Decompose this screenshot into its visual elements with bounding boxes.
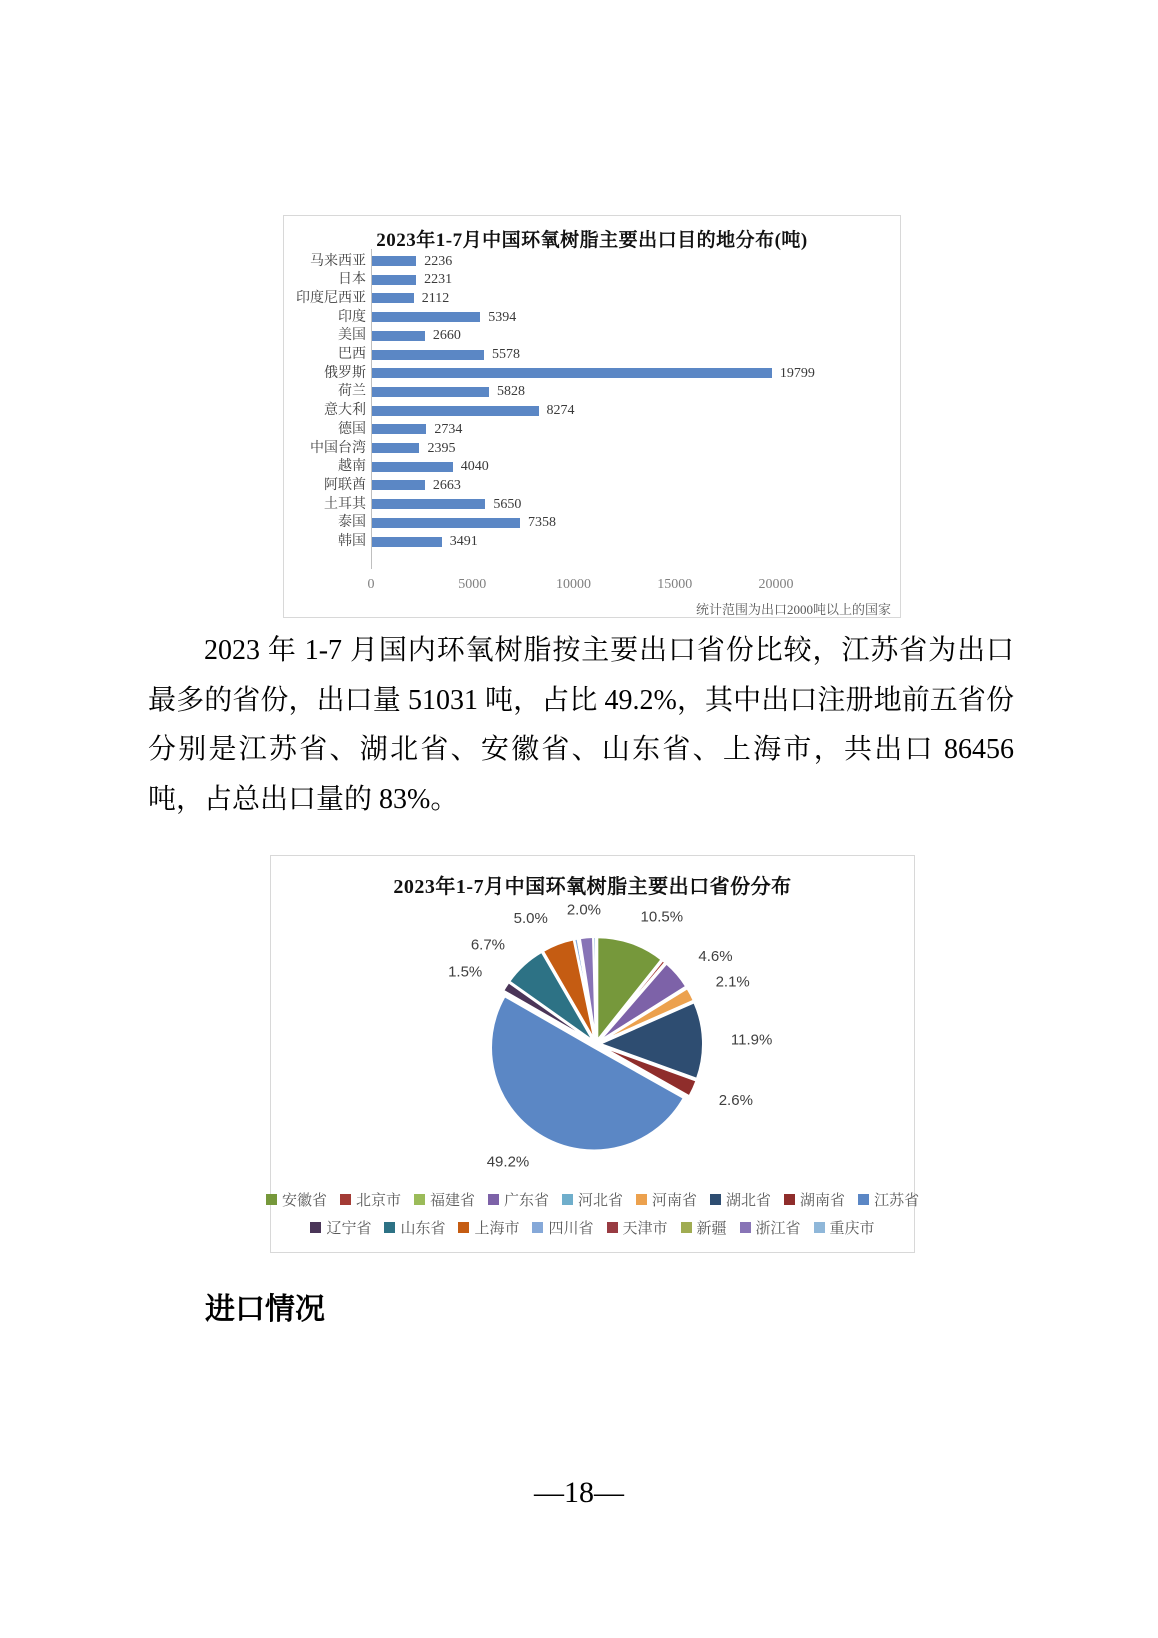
pie-percent-label: 10.5% bbox=[640, 908, 684, 926]
bar-value-label: 3491 bbox=[449, 534, 478, 549]
legend-label: 浙江省 bbox=[755, 1221, 801, 1237]
legend-item bbox=[740, 1217, 801, 1238]
bar-chart-plot bbox=[284, 216, 900, 617]
legend-swatch-icon bbox=[310, 1222, 321, 1233]
legend-label: 上海市 bbox=[474, 1221, 520, 1237]
bar bbox=[371, 424, 426, 434]
bar-value-label: 2395 bbox=[427, 440, 456, 456]
bar bbox=[371, 331, 425, 341]
legend-swatch-icon bbox=[266, 1194, 277, 1205]
legend-row bbox=[310, 1217, 874, 1238]
bar-category-label: 土耳其 bbox=[324, 496, 366, 512]
pie-chart-legend bbox=[271, 1189, 920, 1238]
bar-category-label: 巴西 bbox=[338, 347, 366, 362]
legend-item bbox=[636, 1189, 697, 1210]
legend-label: 安徽省 bbox=[281, 1193, 327, 1209]
legend-swatch-icon bbox=[607, 1222, 618, 1233]
bar bbox=[371, 256, 416, 266]
legend-item bbox=[710, 1189, 771, 1210]
bar-category-label: 中国台湾 bbox=[310, 440, 366, 456]
pie-percent-label: 2.1% bbox=[715, 973, 750, 991]
legend-label: 广东省 bbox=[503, 1193, 549, 1209]
pie-chart bbox=[270, 855, 920, 1253]
bar-value-label: 5578 bbox=[491, 347, 520, 362]
bar-category-label: 德国 bbox=[338, 421, 366, 437]
legend-swatch-icon bbox=[710, 1194, 721, 1205]
bar-value-label: 2734 bbox=[434, 421, 463, 437]
bar-value-label: 2660 bbox=[432, 328, 461, 344]
x-axis-tick-label: 0 bbox=[367, 577, 375, 592]
legend-label: 湖南省 bbox=[800, 1193, 846, 1209]
bar bbox=[371, 499, 485, 509]
legend-swatch-icon bbox=[340, 1194, 351, 1205]
bar-value-label: 4040 bbox=[460, 459, 489, 475]
pie-percent-label: 5.0% bbox=[513, 909, 548, 927]
legend-swatch-icon bbox=[784, 1194, 795, 1205]
bar-value-label: 2236 bbox=[424, 253, 453, 269]
legend-item bbox=[814, 1217, 875, 1238]
legend-item bbox=[384, 1217, 445, 1238]
bar bbox=[371, 368, 772, 378]
bar-value-label: 7358 bbox=[527, 515, 556, 531]
pie-chart-title: 2023年1-7月中国环氧树脂主要出口省份分布 bbox=[393, 876, 792, 898]
bar-chart-footnote: 统计范围为出口2000吨以上的国家 bbox=[695, 602, 891, 617]
legend-item bbox=[266, 1189, 327, 1210]
legend-swatch-icon bbox=[740, 1222, 751, 1233]
pie-percent-label: 11.9% bbox=[730, 1031, 773, 1049]
section-heading: 进口情况 bbox=[205, 1293, 325, 1326]
legend-item bbox=[488, 1189, 549, 1210]
bar-category-label: 阿联酋 bbox=[324, 477, 366, 493]
page-number: —18— bbox=[534, 1476, 624, 1509]
legend-label: 福建省 bbox=[429, 1193, 475, 1209]
legend-item bbox=[340, 1189, 401, 1210]
pie-percent-label: 6.7% bbox=[470, 936, 506, 954]
legend-swatch-icon bbox=[562, 1194, 573, 1205]
legend-label: 北京市 bbox=[355, 1193, 401, 1209]
bar-category-label: 印度 bbox=[338, 309, 366, 325]
x-axis-tick-label: 15000 bbox=[657, 577, 693, 592]
bar-value-label: 2663 bbox=[432, 477, 461, 493]
legend-item bbox=[681, 1217, 727, 1238]
body-paragraph: 2023 年 1-7 月国内环氧树脂按主要出口省份比较，江苏省为出口最多的省份，出口量 51031 吨，占比 49.2%，其中出口注册地前五省份分别是江苏省、湖北省、安徽省、山东省、上海市，共出口 86456 吨，占总出口量的 83%。 bbox=[148, 635, 1014, 815]
bar bbox=[371, 537, 442, 547]
legend-label: 河北省 bbox=[578, 1193, 624, 1209]
legend-item bbox=[414, 1189, 475, 1210]
bar bbox=[371, 406, 539, 416]
legend-item bbox=[458, 1217, 519, 1238]
x-axis-tick-label: 5000 bbox=[458, 577, 487, 592]
legend-label: 新疆 bbox=[696, 1221, 727, 1237]
bar-value-label: 8274 bbox=[546, 403, 575, 419]
bar-chart-y-axis bbox=[371, 249, 372, 569]
bar bbox=[371, 518, 520, 528]
bar-category-label: 印度尼西亚 bbox=[296, 290, 366, 306]
bar-category-label: 意大利 bbox=[324, 403, 366, 419]
bar bbox=[371, 312, 480, 322]
legend-item bbox=[784, 1189, 845, 1210]
legend-item bbox=[858, 1189, 919, 1210]
bar-category-label: 荷兰 bbox=[338, 384, 366, 400]
bar-category-label: 泰国 bbox=[338, 515, 366, 531]
bar-value-label: 2112 bbox=[421, 290, 450, 306]
bar-value-label: 5650 bbox=[493, 496, 522, 512]
bar-value-label: 5394 bbox=[488, 309, 517, 325]
bar-value-label: 19799 bbox=[779, 365, 815, 381]
legend-label: 天津市 bbox=[622, 1221, 668, 1237]
legend-swatch-icon bbox=[858, 1194, 869, 1205]
legend-row bbox=[266, 1189, 919, 1210]
legend-item bbox=[607, 1217, 668, 1238]
legend-label: 辽宁省 bbox=[326, 1221, 372, 1237]
bar-category-label: 韩国 bbox=[338, 534, 366, 549]
legend-swatch-icon bbox=[458, 1222, 469, 1233]
x-axis-tick-label: 10000 bbox=[556, 577, 591, 592]
bar-chart bbox=[283, 215, 901, 618]
bar-category-label: 日本 bbox=[338, 272, 366, 288]
legend-swatch-icon bbox=[681, 1222, 692, 1233]
bar bbox=[371, 480, 425, 490]
bar bbox=[371, 462, 453, 472]
bar-category-label: 美国 bbox=[338, 328, 366, 344]
bar-category-label: 马来西亚 bbox=[310, 253, 366, 269]
legend-swatch-icon bbox=[384, 1222, 395, 1233]
pie-percent-label: 4.6% bbox=[698, 948, 733, 966]
bar bbox=[371, 293, 414, 303]
legend-swatch-icon bbox=[532, 1222, 543, 1233]
legend-swatch-icon bbox=[814, 1222, 825, 1233]
pie-percent-label: 49.2% bbox=[486, 1153, 530, 1171]
legend-swatch-icon bbox=[414, 1194, 425, 1205]
bar-category-label: 俄罗斯 bbox=[324, 365, 366, 381]
bar-value-label: 2231 bbox=[424, 272, 453, 288]
x-axis-tick-label: 20000 bbox=[758, 577, 794, 592]
bar-category-label: 越南 bbox=[338, 459, 366, 475]
legend-swatch-icon bbox=[488, 1194, 499, 1205]
pie-percent-label: 1.5% bbox=[448, 963, 483, 981]
bar bbox=[371, 387, 489, 397]
legend-label: 河南省 bbox=[652, 1193, 698, 1209]
bar bbox=[371, 275, 416, 285]
pie-percent-label: 2.0% bbox=[566, 901, 602, 919]
legend-label: 江苏省 bbox=[874, 1193, 920, 1209]
legend-item bbox=[532, 1217, 593, 1238]
bar bbox=[371, 350, 484, 360]
legend-label: 湖北省 bbox=[726, 1193, 772, 1209]
legend-label: 四川省 bbox=[548, 1221, 594, 1237]
legend-swatch-icon bbox=[636, 1194, 647, 1205]
bar-chart-title: 2023年1-7月中国环氧树脂主要出口目的地分布(吨) bbox=[376, 230, 808, 251]
legend-item bbox=[562, 1189, 623, 1210]
bar bbox=[371, 443, 419, 453]
pie-percent-label: 2.6% bbox=[718, 1092, 753, 1110]
legend-label: 重庆市 bbox=[829, 1221, 875, 1237]
legend-label: 山东省 bbox=[400, 1221, 446, 1237]
bar-value-label: 5828 bbox=[497, 384, 526, 400]
legend-item bbox=[310, 1217, 371, 1238]
